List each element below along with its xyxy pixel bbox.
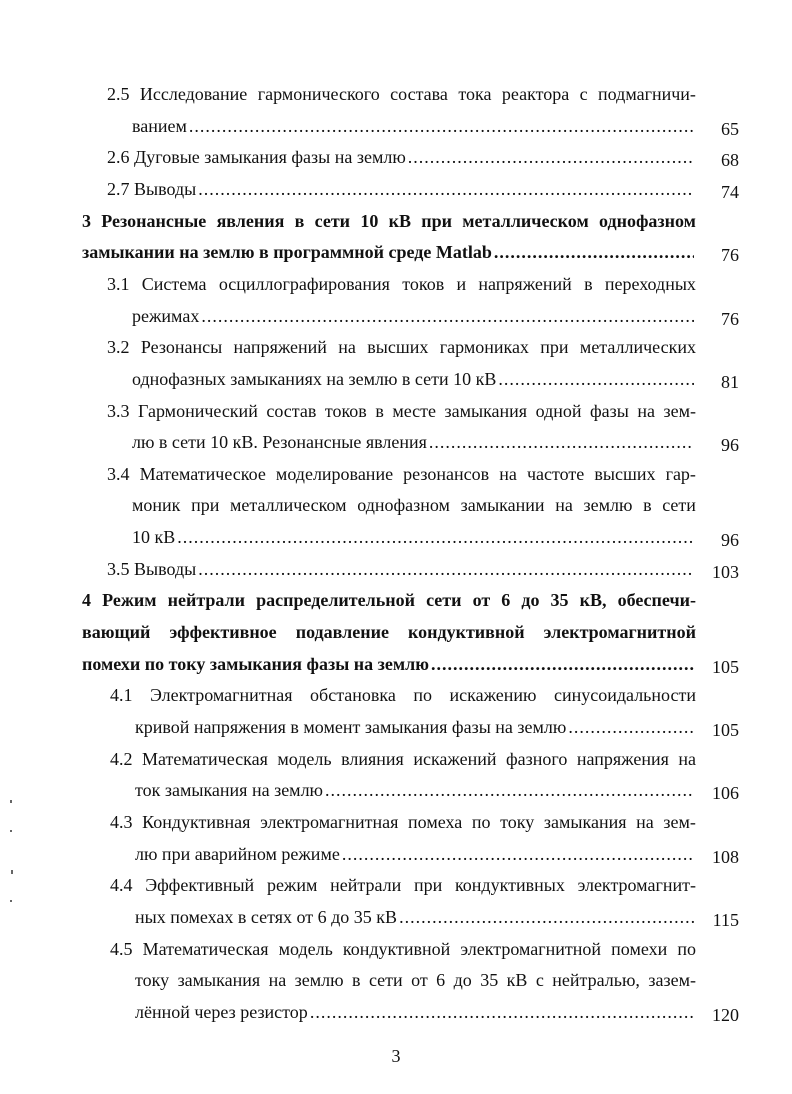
toc-page-number: 105 <box>712 656 739 677</box>
toc-line: 4.4 Эффективный режим нейтрали при кондуктивных электромагнит- <box>110 875 696 896</box>
toc-page-number: 96 <box>721 435 739 456</box>
toc-line <box>82 654 696 680</box>
scan-artifact <box>11 870 13 874</box>
toc-page-number: 106 <box>712 783 739 804</box>
toc-line: 3.4 Математическое моделирование резонансов на частоте высших гар- <box>107 463 696 484</box>
toc-line <box>135 717 696 743</box>
toc-page-number: 68 <box>721 150 739 171</box>
dot-leader <box>325 780 694 801</box>
toc-entry-title: 3.5 Выводы <box>107 558 197 579</box>
toc-entry-title: ных помехах в сетях от 6 до 35 кВ <box>135 906 398 927</box>
toc-entry-title: помехи по току замыкания фазы на землю <box>82 653 429 674</box>
toc-line <box>107 559 696 585</box>
page-number: 3 <box>391 1046 401 1066</box>
dot-leader <box>498 369 694 390</box>
toc-line: 2.5 Исследование гармонического состава тока реактора с подмагничи- <box>107 84 696 104</box>
dot-leader <box>198 179 694 200</box>
toc-page-number: 105 <box>712 720 739 740</box>
toc-page-number: 76 <box>721 308 739 329</box>
dot-leader <box>431 654 694 675</box>
toc-line <box>135 844 696 870</box>
scan-artifact <box>10 900 12 902</box>
scan-artifact <box>10 830 12 832</box>
dot-leader <box>342 844 694 865</box>
toc-line <box>107 147 696 173</box>
toc-line <box>132 306 696 332</box>
toc-page-number: 76 <box>721 245 739 266</box>
toc-line: 3.3 Гармонический состав токов в месте замыкания одной фазы на зем- <box>107 400 696 421</box>
toc-page-number: 96 <box>721 530 739 551</box>
toc-entry-title: лённой через резистор <box>135 1001 308 1022</box>
toc-page-number: 65 <box>721 118 739 139</box>
dot-leader <box>494 242 694 263</box>
dot-leader <box>408 147 694 168</box>
dot-leader <box>177 527 694 548</box>
toc-line: 3.1 Система осциллографирования токов и напряжений в переходных <box>107 273 696 294</box>
dot-leader <box>310 1002 694 1023</box>
toc-line <box>132 527 696 553</box>
toc-line <box>107 179 696 205</box>
toc-line: 3.2 Резонансы напряжений на высших гармониках при металлических <box>107 337 696 358</box>
toc-page-number: 120 <box>712 1004 739 1025</box>
toc-line: 4.3 Кондуктивная электромагнитная помеха по току замыкания на зем- <box>110 811 696 832</box>
dot-leader <box>189 116 694 137</box>
toc-page-number: 115 <box>712 909 739 930</box>
toc-line <box>82 242 696 268</box>
dot-leader <box>198 559 694 580</box>
scan-artifact <box>10 800 12 803</box>
toc-entry-title: режимах <box>132 305 200 326</box>
toc-line <box>132 116 696 142</box>
toc-entry-title: лю при аварийном режиме <box>135 843 340 864</box>
toc-line <box>135 1002 696 1028</box>
toc-line: моник при металлическом однофазном замыкании на землю в сети <box>132 495 696 516</box>
toc-entry-title: однофазных замыканиях на землю в сети 10 кВ <box>132 368 497 389</box>
dot-leader <box>568 717 694 738</box>
dot-leader <box>201 306 694 327</box>
toc-line <box>132 369 696 395</box>
toc-line: 4.2 Математическая модель влияния искажений фазного напряжения на <box>110 748 696 769</box>
dot-leader <box>399 907 694 928</box>
toc-page-number: 81 <box>721 371 739 392</box>
toc-line: вающий эффективное подавление кондуктивной электромагнитной <box>82 622 696 643</box>
toc-line: 3 Резонансные явления в сети 10 кВ при металлическом однофазном <box>82 210 696 231</box>
toc-line <box>135 780 696 806</box>
toc-line: 4 Режим нейтрали распределительной сети от 6 до 35 кВ, обеспечи- <box>82 590 696 611</box>
toc-line <box>132 432 696 458</box>
toc-entry-title: замыкании на землю в программной среде Matlab <box>82 242 492 263</box>
toc-line: 4.1 Электромагнитная обстановка по искажению синусоидальности <box>110 685 696 706</box>
toc-entry-title: 10 кВ <box>132 527 176 548</box>
toc-page-number: 74 <box>721 181 739 202</box>
toc-page-number: 103 <box>712 561 739 582</box>
toc-page-number: 108 <box>712 846 739 867</box>
toc-line: 4.5 Математическая модель кондуктивной электромагнитной помехи по <box>110 938 696 959</box>
toc-entry-title: 2.6 Дуговые замыкания фазы на землю <box>107 147 406 168</box>
toc-entry-title: 2.7 Выводы <box>107 178 197 199</box>
toc-entry-title: кривой напряжения в момент замыкания фазы на землю <box>135 717 567 737</box>
toc-line: току замыкания на землю в сети от 6 до 35 кВ с нейтралью, зазем- <box>135 970 696 991</box>
toc-entry-title: лю в сети 10 кВ. Резонансные явления <box>132 432 427 453</box>
toc-entry-title: ток замыкания на землю <box>135 780 324 801</box>
toc-line <box>135 907 696 933</box>
toc-entry-title: ванием <box>132 115 187 136</box>
dot-leader <box>429 432 694 453</box>
